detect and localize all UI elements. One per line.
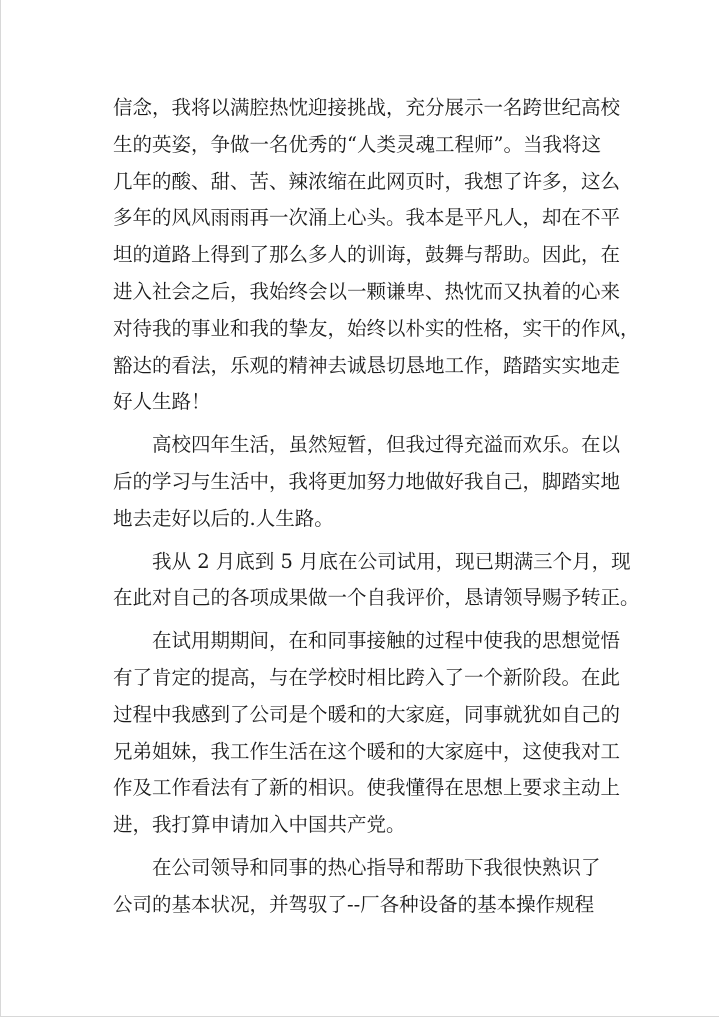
text-line: 几年的酸、甜、苦、辣浓缩在此网页时，我想了许多，这么 — [113, 169, 621, 193]
text-line: 信念，我将以满腔热忱迎接挑战，充分展示一名跨世纪高校 — [113, 96, 621, 119]
paragraph-4 — [113, 623, 621, 844]
text-line: 后的学习与生活中，我将更加努力地做好我自己，脚踏实地 — [113, 469, 621, 493]
text-line: 进入社会之后，我始终会以一颗谦卑、热忱而又执着的心来 — [113, 279, 621, 303]
paragraph-1 — [113, 90, 640, 421]
text-line: 坦的道路上得到了那么多人的训诲，鼓舞与帮助。因此，在 — [113, 243, 621, 267]
paragraph-5 — [113, 850, 613, 924]
text-line: 过程中我感到了公司是个暖和的大家庭，同事就犹如自己的 — [113, 702, 621, 726]
text-line: 在公司领导和同事的热心指导和帮助下我很快熟识了 — [113, 855, 601, 879]
text-line: 兄弟姐妹，我工作生活在这个暖和的大家庭中，这使我对工 — [113, 739, 621, 763]
text-line: 进，我打算申请加入中国共产党。 — [113, 813, 406, 837]
text-line: 公司的基本状况，并驾驭了--厂各种设备的基本操作规程 — [113, 892, 595, 916]
text-line: 多年的风风雨雨再一次涌上心头。我本是平凡人，却在不平 — [113, 206, 621, 230]
text-line: 有了肯定的提高，与在学校时相比跨入了一个新阶段。在此 — [113, 665, 621, 689]
paragraph-3 — [113, 544, 640, 618]
text-line: 好人生路！ — [113, 390, 211, 414]
text-line: 作及工作看法有了新的相识。使我懂得在思想上要求主动上 — [113, 776, 621, 800]
text-line: 地去走好以后的.人生路。 — [113, 506, 334, 530]
text-line: 豁达的看法，乐观的精神去诚恳切恳地工作，踏踏实实地走 — [113, 353, 621, 377]
text-line: 高校四年生活，虽然短暂，但我过得充溢而欢乐。在以 — [113, 433, 621, 457]
text-line: 在此对自己的各项成果做一个自我评价，恳请领导赐予转正。 — [113, 586, 640, 610]
text-line: 生的英姿，争做一名优秀的“人类灵魂工程师”。当我将这 — [113, 132, 601, 156]
text-line: 在试用期期间，在和同事接触的过程中使我的思想觉悟 — [113, 629, 621, 653]
text-line: 我从 2 月底到 5 月底在公司试用，现已期满三个月，现 — [113, 549, 631, 573]
text-line: 对待我的事业和我的挚友，始终以朴实的性格，实干的作风， — [113, 316, 640, 340]
paragraph-2 — [113, 427, 621, 537]
document-body — [113, 90, 640, 924]
